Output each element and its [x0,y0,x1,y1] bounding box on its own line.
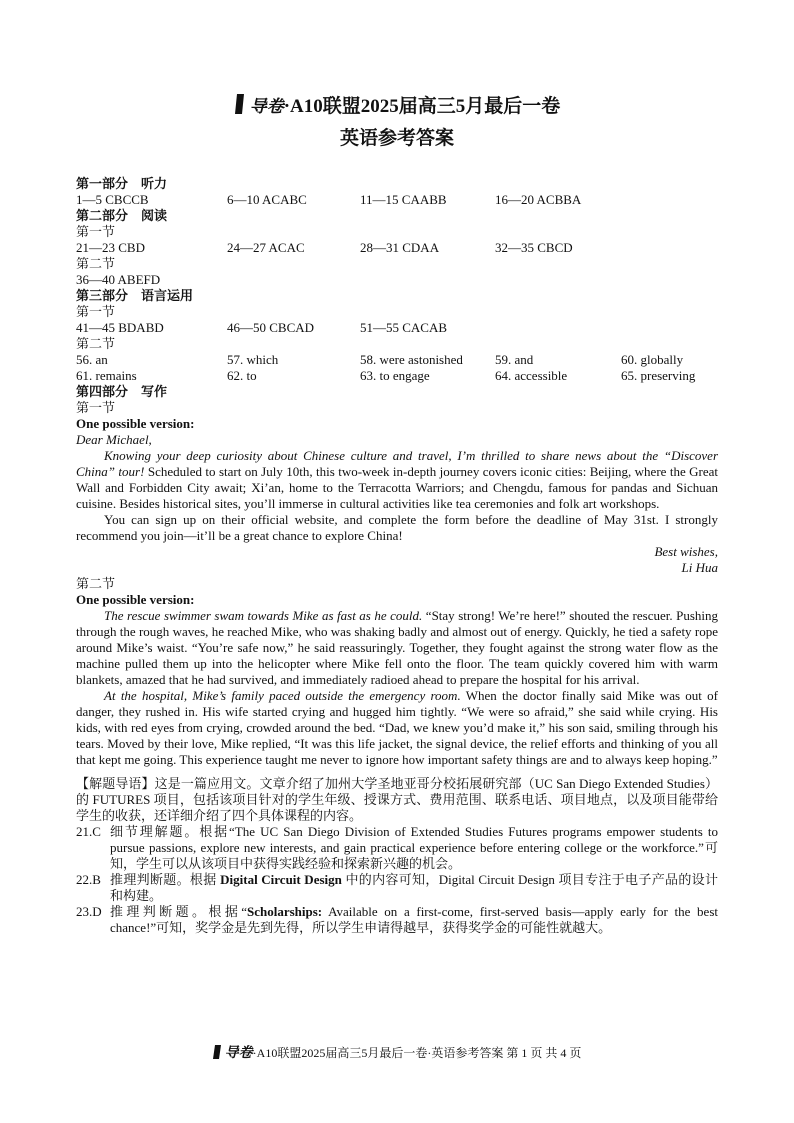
section-heading: 第二节 [76,256,116,271]
body-text: “Stay strong! We’re here!” shouted the rescuer. Pushing through the rough waves, he reached Mike, who was shaking badly and almost out of energy. Quickly, he tied a safety rope around Mike’s waist. “You’re safe now,” he said reassuringly. Together, they fought against the strong water flow as the machine pulled them up into the helicopter where Mike fell onto the floor. The team quickly covered him with warm blankets, amazed that he had survived, and immediately radioed ahead to prepare the hospital for his arrival. [76,608,719,687]
section-heading: 第一节 [76,304,116,319]
answer-row [76,352,718,368]
answer-row [76,240,718,256]
answer-cell: 41—45 BDABD [76,320,164,335]
letter-closing: Best wishes, [654,544,718,559]
answer-content [76,176,718,936]
question-number: 22.B [76,872,101,887]
part-heading: 第二部分 阅读 [76,208,168,223]
italic-text: Knowing your deep curiosity about Chinese culture and travel, I’m thrilled to share news about the “Discover China” tour! [76,448,718,479]
version-label: One possible version: [76,592,195,607]
explanation-item [76,904,718,936]
letter-paragraph [76,448,718,512]
answer-cell: 28—31 CDAA [360,240,440,255]
brand-logo-text: 导卷 [249,97,284,116]
letter-signature: Li Hua [681,560,718,575]
brand-logo-icon [234,93,248,122]
answer-cell: 36—40 ABEFD [76,272,161,287]
text-fragment: Available on a first-come, first-served basis—apply early for the best chance!”可知，奖学金是先到先得，所以学生申请得越早，获得奖学金的可能性就越大。 [110,904,718,935]
section-heading: 第一节 [76,400,116,415]
question-number: 23.D [76,904,102,919]
section-heading: 第二节 [76,336,116,351]
letter-paragraph: You can sign up on their official website, and complete the form before the deadline of May 31st. I strongly recommend you join—it’ll be a great chance to explore China! [76,512,718,543]
section-heading: 第二节 [76,576,116,591]
part-heading: 第四部分 写作 [76,384,168,399]
explanation-block [76,776,718,936]
answer-cell: 24—27 ACAC [227,240,305,255]
italic-text: The rescue swimmer swam towards Mike as fast as he could. [104,608,423,623]
brand-logo-text: 导卷 [224,1046,253,1061]
answer-cell: 64. accessible [495,368,568,383]
answer-cell: 59. and [495,352,534,367]
answer-cell: 58. were astonished [360,352,463,367]
italic-text: At the hospital, Mike’s family paced outside the emergency room. [104,688,461,703]
document-title [0,93,794,122]
answer-cell: 6—10 ACABC [227,192,307,207]
footer-text: ·A10联盟2025届高三5月最后一卷·英语参考答案 第 1 页 共 4 页 [252,1046,582,1060]
section-heading: 第一节 [76,224,116,239]
explanation-text: 细节理解题。根据“The UC San Diego Division of Extended Studies Futures programs empower students to pursue passions, explore new interests, and gain practical experience before entering college or the workforce.”可知，学生可以从该项目中获得实践经验和探索新兴趣的机会。 [110,824,718,871]
answer-cell: 62. to [227,368,257,383]
question-number: 21.C [76,824,101,839]
explanation-intro: 【解题导语】这是一篇应用文。文章介绍了加州大学圣地亚哥分校拓展研究部（UC San Diego Extended Studies）的 FUTURES 项目，包括该项目针对的学生年级、授课方式、费用范围、联系电话、项目地点，以及项目能带给学生的收获，还详细介绍了四个具体课程的内容。 [76,776,718,823]
page-header [0,93,794,151]
text-fragment: 推理判断题。根据“ [110,904,247,919]
answer-cell: 16—20 ACBBA [495,192,582,207]
story-paragraph [76,608,718,688]
document-subtitle: 英语参考答案 [339,128,454,149]
part-heading: 第三部分 语言运用 [76,288,194,303]
explanation-item [76,872,718,904]
story-paragraph [76,688,718,768]
answer-row [76,368,718,384]
answer-cell: 1—5 CBCCB [76,192,149,207]
bold-fragment: Scholarships: [247,904,323,919]
answer-cell: 11—15 CAABB [360,192,447,207]
answer-cell: 57. which [227,352,279,367]
brand-logo-icon [213,1044,223,1064]
answer-cell: 61. remains [76,368,137,383]
letter-greeting: Dear Michael, [76,432,152,447]
answer-cell: 60. globally [621,352,684,367]
answer-cell: 21—23 CBD [76,240,145,255]
body-text: When the doctor finally said Mike was out of danger, they rushed in. His wife started crying and hugged him tightly. “We were so afraid,” she said while crying. His kids, with red eyes from crying, crowded around the bed. “Dad, we knew you’d make it,” his son said, smiling through his tears. Moved by their love, Mike replied, “It was this life jacket, the signal device, the relief efforts and thinking of you all that kept me going. This experience taught me never to ignore how important safety things are and to always keep hoping.” [76,688,718,767]
explanation-item [76,824,718,872]
answer-row [76,320,718,336]
answer-cell: 46—50 CBCAD [227,320,315,335]
title-text: ·A10联盟2025届高三5月最后一卷 [283,96,561,117]
answer-cell: 32—35 CBCD [495,240,573,255]
answer-cell: 51—55 CACAB [360,320,448,335]
part-heading: 第一部分 听力 [76,176,168,191]
text-fragment: 推理判断题。根据 [110,872,221,887]
page-footer [0,1044,794,1064]
text-fragment: 中的内容可知，Digital Circuit Design 项目专注于电子产品的设计和构建。 [110,872,718,903]
answer-cell: 56. an [76,352,108,367]
answer-row [76,192,718,208]
explanation-text [110,872,718,904]
body-text: Scheduled to start on July 10th, this two-week in-depth journey covers iconic cities: Beijing, where the Great Wall and Forbidden City await; Xi’an, home to the Terracotta Warriors; and Chengdu, famous for pandas and Sichuan cuisine. Besides historical sites, you’ll immerse in cultural activities like tea ceremonies and folk art workshops. [76,464,719,511]
version-label: One possible version: [76,416,195,431]
answer-cell: 63. to engage [360,368,430,383]
answer-cell: 65. preserving [621,368,696,383]
explanation-text [110,904,718,936]
bold-fragment: Digital Circuit Design [220,872,342,887]
